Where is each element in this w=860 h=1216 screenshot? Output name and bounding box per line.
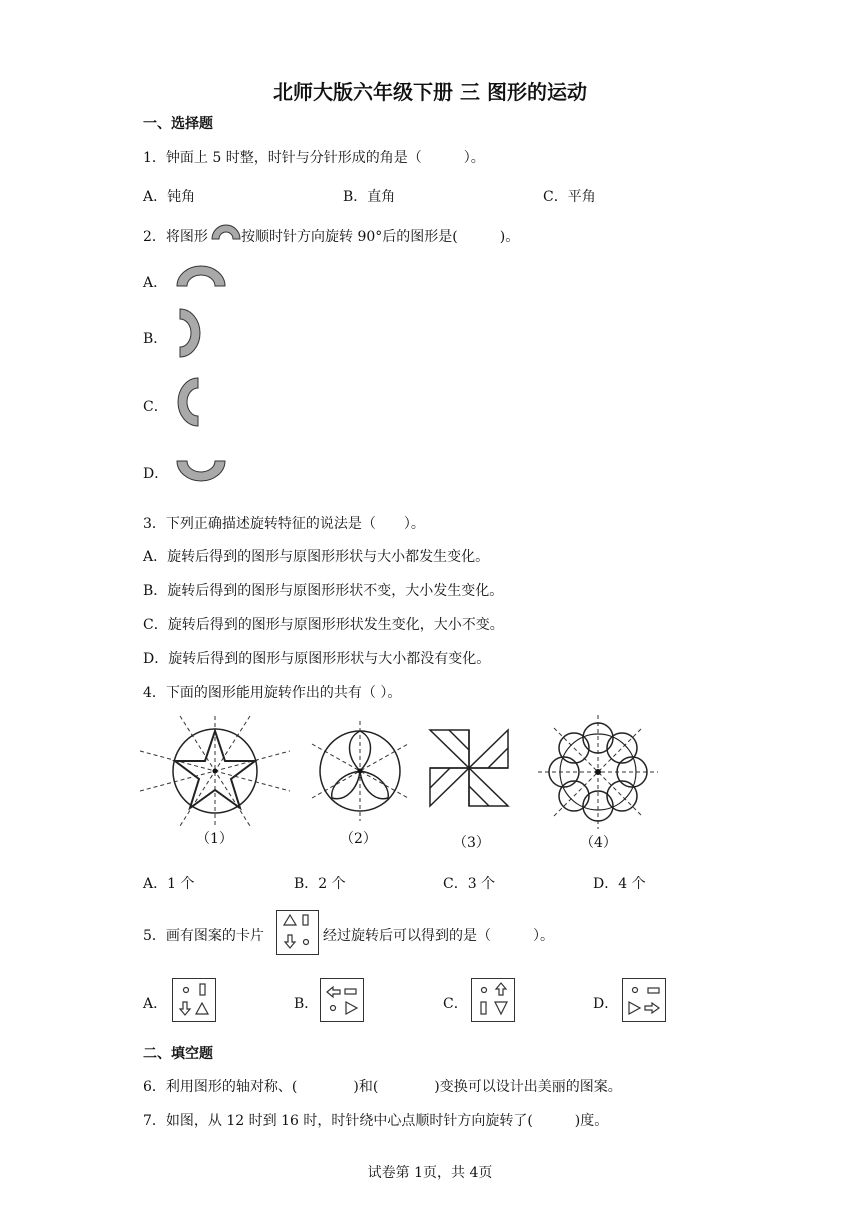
q5-option-a-card-icon	[172, 978, 216, 1022]
q3-option-d: D．旋转后得到的图形与原图形形状与大小都没有变化。	[143, 651, 491, 667]
q4-option-a: A．1 个	[143, 876, 195, 892]
q4-figure-1-label: （1）	[196, 831, 233, 847]
q2-option-d-label: D．	[143, 466, 169, 482]
question-2-suffix: 按顺时针方向旋转 90°后的图形是( )。	[241, 229, 520, 245]
q4-figure-1-star	[140, 716, 290, 826]
question-6: 6．利用图形的轴对称、( )和( )变换可以设计出美丽的图案。	[143, 1079, 622, 1095]
q4-option-b: B．2 个	[294, 876, 346, 892]
q1-option-a: A．钝角	[143, 189, 196, 205]
q2-option-c-arch-icon	[176, 377, 200, 427]
q5-option-b-label: B．	[294, 996, 319, 1012]
q2-option-a-label: A．	[143, 275, 168, 291]
q4-option-c: C．3 个	[443, 876, 496, 892]
q2-option-b-label: B．	[143, 331, 168, 347]
question-4: 4．下面的图形能用旋转作出的共有（ ）。	[143, 685, 402, 701]
q3-option-b: B．旋转后得到的图形与原图形形状不变，大小发生变化。	[143, 583, 504, 599]
page-footer: 试卷第 1页，共 4页	[367, 1165, 493, 1181]
q5-option-b-card-icon	[320, 978, 364, 1022]
q4-figure-4-label: （4）	[580, 835, 617, 851]
q2-option-b-arch-icon	[178, 308, 202, 358]
q5-option-c-card-icon	[471, 978, 515, 1022]
q4-figure-2-label: （2）	[340, 831, 377, 847]
question-2-prefix: 2．将图形	[143, 229, 208, 245]
q5-option-c-label: C．	[443, 996, 468, 1012]
q2-option-a-arch-icon	[176, 264, 226, 288]
q4-figure-3-pinwheel	[428, 726, 510, 810]
q2-option-c-label: C．	[143, 399, 168, 415]
section-heading-choice: 一、选择题	[143, 116, 213, 132]
q3-option-c: C．旋转后得到的图形与原图形形状发生变化，大小不变。	[143, 617, 504, 633]
q4-figure-4-flower	[536, 713, 660, 831]
q2-option-d-arch-icon	[176, 460, 226, 482]
q5-option-a-label: A．	[143, 996, 168, 1012]
question-5-suffix: 经过旋转后可以得到的是（ ）。	[323, 928, 554, 944]
q4-option-d: D．4 个	[593, 876, 646, 892]
q5-option-d-label: D．	[593, 996, 619, 1012]
q4-figure-2-petals	[310, 716, 410, 826]
arch-shape-icon	[211, 222, 241, 240]
question-1: 1．钟面上 5 时整，时针与分针形成的角是（ ）。	[143, 150, 485, 166]
q5-card-icon	[276, 910, 319, 955]
q4-figure-3-label: （3）	[453, 835, 490, 851]
q1-option-b: B．直角	[343, 189, 396, 205]
section-heading-fill: 二、填空题	[143, 1046, 213, 1062]
q5-option-d-card-icon	[622, 978, 666, 1022]
page-title: 北师大版六年级下册 三 图形的运动	[273, 80, 587, 104]
q3-option-a: A．旋转后得到的图形与原图形形状与大小都发生变化。	[143, 549, 490, 565]
question-3: 3．下列正确描述旋转特征的说法是（ ）。	[143, 516, 425, 532]
question-7: 7．如图，从 12 时到 16 时，时针绕中心点顺时针方向旋转了( )度。	[143, 1113, 609, 1129]
q1-option-c: C．平角	[543, 189, 596, 205]
question-5-prefix: 5．画有图案的卡片	[143, 928, 264, 944]
